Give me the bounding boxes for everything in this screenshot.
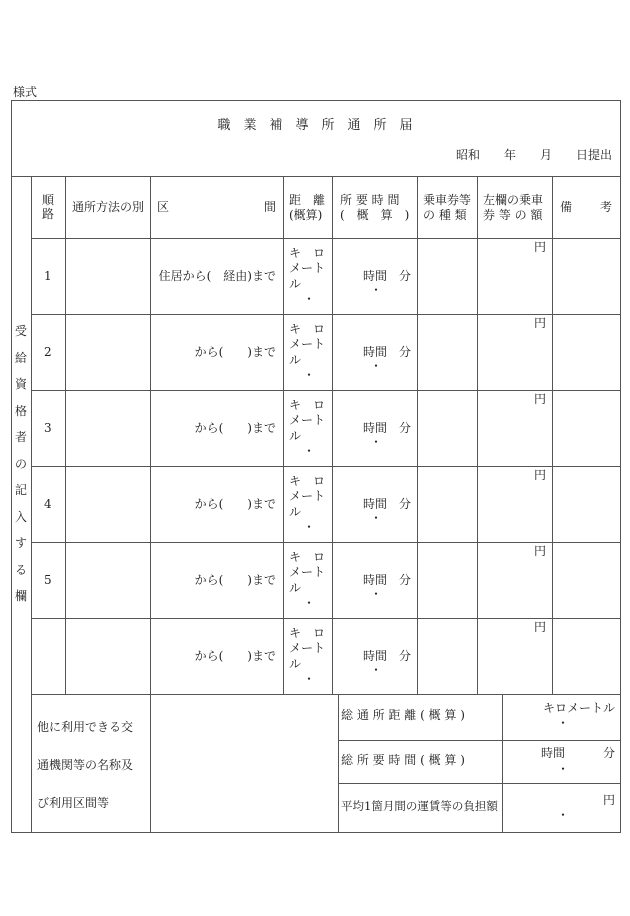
header-time: 所 要 時 間 bbox=[340, 193, 400, 207]
header-order: 順 bbox=[42, 193, 55, 207]
submission-date: 昭和 年 月 日提出 bbox=[455, 148, 612, 162]
row-distance-dot: ・ bbox=[303, 672, 316, 686]
row-distance-unit: キ ロ bbox=[289, 550, 326, 564]
side-label-char: の bbox=[14, 456, 27, 471]
row-yen-unit: 円 bbox=[534, 392, 547, 406]
row-section: から( )まで bbox=[194, 421, 276, 435]
row-distance-unit: メート bbox=[289, 565, 326, 579]
row-time-dot: ・ bbox=[370, 283, 383, 297]
row-distance-unit: キ ロ bbox=[289, 626, 326, 640]
side-label-char: 入 bbox=[14, 509, 27, 524]
row-yen-unit: 円 bbox=[534, 544, 547, 558]
header-section: 区 bbox=[157, 200, 170, 214]
side-label-char: 欄 bbox=[14, 589, 27, 603]
header-ticket-type: 乗車券等 bbox=[423, 193, 472, 207]
row-distance-unit: ル bbox=[289, 429, 302, 443]
row-distance-dot: ・ bbox=[303, 596, 316, 610]
row-order: 5 bbox=[44, 573, 52, 587]
other-transport-label: 他に利用できる交 bbox=[37, 720, 134, 734]
row-section: から( )まで bbox=[194, 497, 276, 511]
row-distance-unit: キ ロ bbox=[289, 474, 326, 488]
side-label-char: る bbox=[14, 562, 27, 577]
row-remarks-cell[interactable] bbox=[552, 542, 621, 619]
header-method: 通所方法の別 bbox=[72, 200, 145, 214]
form-title: 職 業 補 導 所 通 所 届 bbox=[217, 118, 413, 133]
row-order: 2 bbox=[44, 345, 52, 359]
row-ticket-type-cell[interactable] bbox=[417, 618, 478, 695]
row-yen-unit: 円 bbox=[534, 620, 547, 634]
row-yen-unit: 円 bbox=[534, 240, 547, 254]
header-distance: 距 離 bbox=[289, 193, 326, 207]
form-label: 様式 bbox=[13, 85, 38, 99]
total-time-dot: ・ bbox=[557, 762, 570, 776]
side-label-char: 記 bbox=[14, 483, 27, 497]
row-time-unit: 時間 分 bbox=[363, 573, 412, 587]
other-transport-label: 通機関等の名称及 bbox=[37, 758, 134, 772]
row-time-dot: ・ bbox=[370, 511, 383, 525]
row-ticket-type-cell[interactable] bbox=[417, 314, 478, 391]
row-distance-unit: キ ロ bbox=[289, 398, 326, 412]
header-order: 路 bbox=[42, 207, 55, 221]
row-time-unit: 時間 分 bbox=[363, 497, 412, 511]
total-time-minutes-unit: 分 bbox=[603, 746, 616, 760]
total-time-label: 総 所 要 時 間 ( 概 算 ) bbox=[341, 752, 465, 767]
side-label-char: す bbox=[14, 536, 27, 550]
row-time-dot: ・ bbox=[370, 663, 383, 677]
row-remarks-cell[interactable] bbox=[552, 618, 621, 695]
row-distance-unit: ル bbox=[289, 581, 302, 595]
row-ticket-type-cell[interactable] bbox=[417, 466, 478, 543]
side-label-char: 格 bbox=[14, 403, 27, 418]
row-distance-unit: キ ロ bbox=[289, 246, 326, 260]
header-ticket-type: の 種 類 bbox=[423, 208, 467, 222]
row-yen-unit: 円 bbox=[534, 468, 547, 482]
row-order: 3 bbox=[44, 421, 52, 435]
row-ticket-type-cell[interactable] bbox=[417, 238, 478, 315]
row-remarks-cell[interactable] bbox=[552, 466, 621, 543]
row-remarks-cell[interactable] bbox=[552, 238, 621, 315]
row-distance-unit: メート bbox=[289, 261, 326, 275]
header-ticket-amount: 左欄の乗車 bbox=[483, 193, 544, 207]
row-time-dot: ・ bbox=[370, 435, 383, 449]
header-distance: (概算) bbox=[289, 208, 323, 222]
header-time: ( 概 算 ) bbox=[340, 208, 410, 222]
row-order: 4 bbox=[44, 497, 52, 511]
row-distance-dot: ・ bbox=[303, 444, 316, 458]
row-section: 住居から( 経由)まで bbox=[158, 269, 276, 283]
total-distance-unit: キロメートル bbox=[543, 701, 616, 715]
monthly-fare-label: 平均1箇月間の運賃等の負担額 bbox=[341, 798, 498, 813]
row-time-unit: 時間 分 bbox=[363, 421, 412, 435]
row-order: 1 bbox=[44, 269, 52, 283]
total-time-hours-unit: 時間 bbox=[541, 746, 566, 760]
monthly-fare-dot: ・ bbox=[557, 808, 570, 822]
header-remarks: 備 bbox=[560, 200, 573, 214]
row-distance-dot: ・ bbox=[303, 520, 316, 534]
row-yen-unit: 円 bbox=[534, 316, 547, 330]
other-transport-value-cell[interactable] bbox=[150, 694, 339, 833]
row-section: から( )まで bbox=[194, 649, 276, 663]
side-label-char: 資 bbox=[14, 377, 27, 391]
side-label-char: 給 bbox=[14, 350, 27, 365]
row-ticket-type-cell[interactable] bbox=[417, 542, 478, 619]
monthly-fare-unit: 円 bbox=[603, 793, 616, 807]
row-distance-unit: メート bbox=[289, 413, 326, 427]
row-remarks-cell[interactable] bbox=[552, 314, 621, 391]
row-distance-unit: ル bbox=[289, 353, 302, 367]
header-ticket-amount: 券 等 の 額 bbox=[483, 208, 543, 222]
row-time-dot: ・ bbox=[370, 359, 383, 373]
header-remarks: 考 bbox=[600, 200, 613, 214]
row-distance-unit: ル bbox=[289, 657, 302, 671]
row-section: から( )まで bbox=[194, 573, 276, 587]
row-distance-dot: ・ bbox=[303, 292, 316, 306]
row-distance-dot: ・ bbox=[303, 368, 316, 382]
row-time-unit: 時間 分 bbox=[363, 649, 412, 663]
row-distance-unit: メート bbox=[289, 641, 326, 655]
total-distance-dot: ・ bbox=[557, 716, 570, 730]
title-section bbox=[11, 100, 621, 177]
row-distance-unit: キ ロ bbox=[289, 322, 326, 336]
row-ticket-type-cell[interactable] bbox=[417, 390, 478, 467]
other-transport-label: び利用区間等 bbox=[37, 796, 110, 810]
row-distance-unit: メート bbox=[289, 489, 326, 503]
side-label-char: 者 bbox=[14, 430, 27, 444]
row-time-unit: 時間 分 bbox=[363, 345, 412, 359]
row-distance-unit: メート bbox=[289, 337, 326, 351]
row-distance-unit: ル bbox=[289, 505, 302, 519]
row-time-dot: ・ bbox=[370, 587, 383, 601]
total-distance-label: 総 通 所 距 離 ( 概 算 ) bbox=[341, 708, 465, 722]
header-section: 間 bbox=[264, 200, 277, 214]
row-remarks-cell[interactable] bbox=[552, 390, 621, 467]
row-section: から( )まで bbox=[194, 345, 276, 359]
row-time-unit: 時間 分 bbox=[363, 269, 412, 283]
side-label-char: 受 bbox=[14, 324, 27, 338]
row-distance-unit: ル bbox=[289, 277, 302, 291]
side-label bbox=[14, 318, 28, 610]
